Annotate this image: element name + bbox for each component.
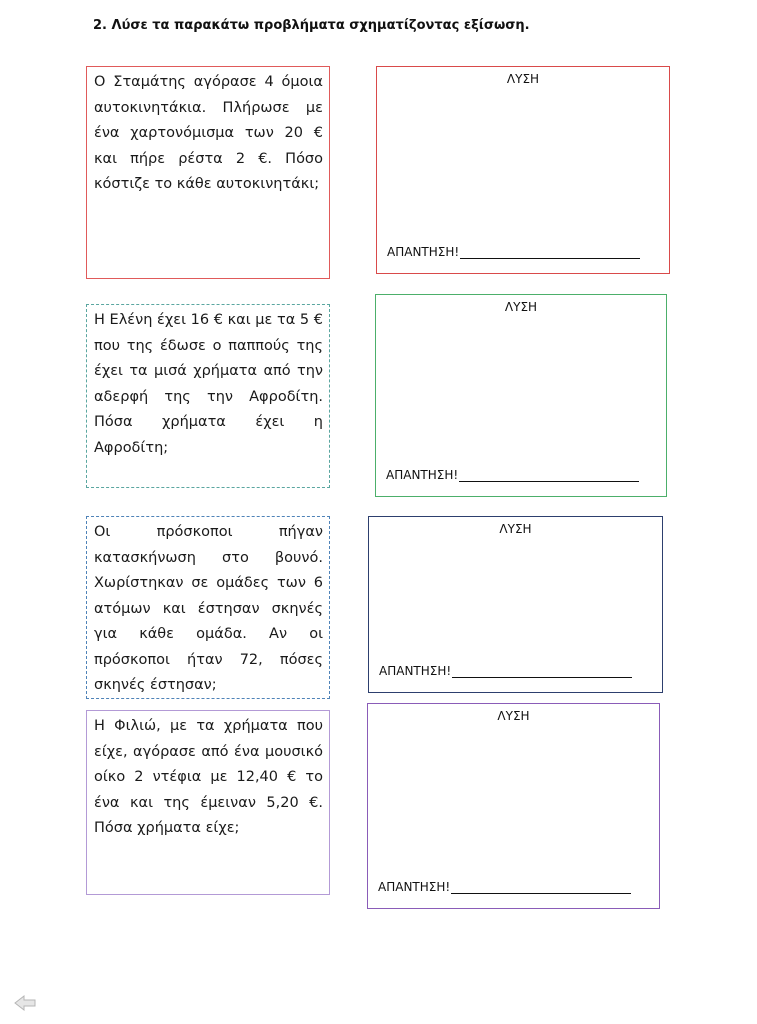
answer-label-4: ΑΠΑΝΤΗΣΗ! — [378, 880, 451, 894]
solution-box-3[interactable] — [368, 516, 663, 693]
solution-box-4[interactable] — [367, 703, 660, 909]
solution-title-1: ΛΥΣΗ — [506, 72, 540, 86]
solution-box-1[interactable] — [376, 66, 670, 274]
problem-box-1 — [86, 66, 330, 279]
problem-box-3 — [86, 516, 330, 699]
solution-box-2[interactable] — [375, 294, 667, 497]
answer-row-3[interactable] — [379, 664, 632, 678]
problem-text-2: Η Ελένη έχει 16 € και με τα 5 € που της έδωσε ο παππούς της έχει τα μισά χρήματα από την αδερφή της την Αφροδίτη. Πόσα χρήματα έχει η Αφροδίτη; — [94, 312, 323, 456]
problem-box-2 — [86, 304, 330, 488]
problem-text-1: Ο Σταμάτης αγόρασε 4 όμοια αυτοκινητάκια. Πλήρωσε με ένα χαρτονόμισμα των 20 € και πήρε ρέστα 2 €. Πόσο κόστιζε το κάθε αυτοκινητάκι; — [94, 74, 323, 192]
answer-line-4[interactable] — [451, 881, 631, 894]
answer-label-3: ΑΠΑΝΤΗΣΗ! — [379, 664, 452, 678]
answer-row-4[interactable] — [378, 880, 631, 894]
answer-line-1[interactable] — [460, 246, 640, 259]
solution-title-3: ΛΥΣΗ — [499, 522, 532, 536]
answer-row-2[interactable] — [386, 468, 639, 482]
problem-text-3: Οι πρόσκοποι πήγαν κατασκήνωση στο βουνό. Χωρίστηκαν σε ομάδες των 6 ατόμων και έστησαν σκηνές για κάθε ομάδα. Αν οι πρόσκοποι ήταν 72, πόσες σκηνές έστησαν; — [94, 524, 323, 693]
answer-label-1: ΑΠΑΝΤΗΣΗ! — [387, 245, 460, 259]
back-arrow-icon[interactable] — [14, 994, 36, 1012]
problem-box-4 — [86, 710, 330, 895]
answer-line-3[interactable] — [452, 665, 632, 678]
exercise-heading: 2. Λύσε τα παρακάτω προβλήματα σχηματίζοντας εξίσωση. — [93, 18, 530, 33]
solution-title-4: ΛΥΣΗ — [497, 709, 530, 723]
answer-label-2: ΑΠΑΝΤΗΣΗ! — [386, 468, 459, 482]
answer-row-1[interactable] — [387, 245, 640, 259]
problem-text-4: Η Φιλιώ, με τα χρήματα που είχε, αγόρασε από ένα μουσικό οίκο 2 ντέφια με 12,40 € το ένα και της έμειναν 5,20 €. Πόσα χρήματα είχε; — [94, 718, 323, 836]
answer-line-2[interactable] — [459, 469, 639, 482]
solution-title-2: ΛΥΣΗ — [504, 300, 538, 314]
